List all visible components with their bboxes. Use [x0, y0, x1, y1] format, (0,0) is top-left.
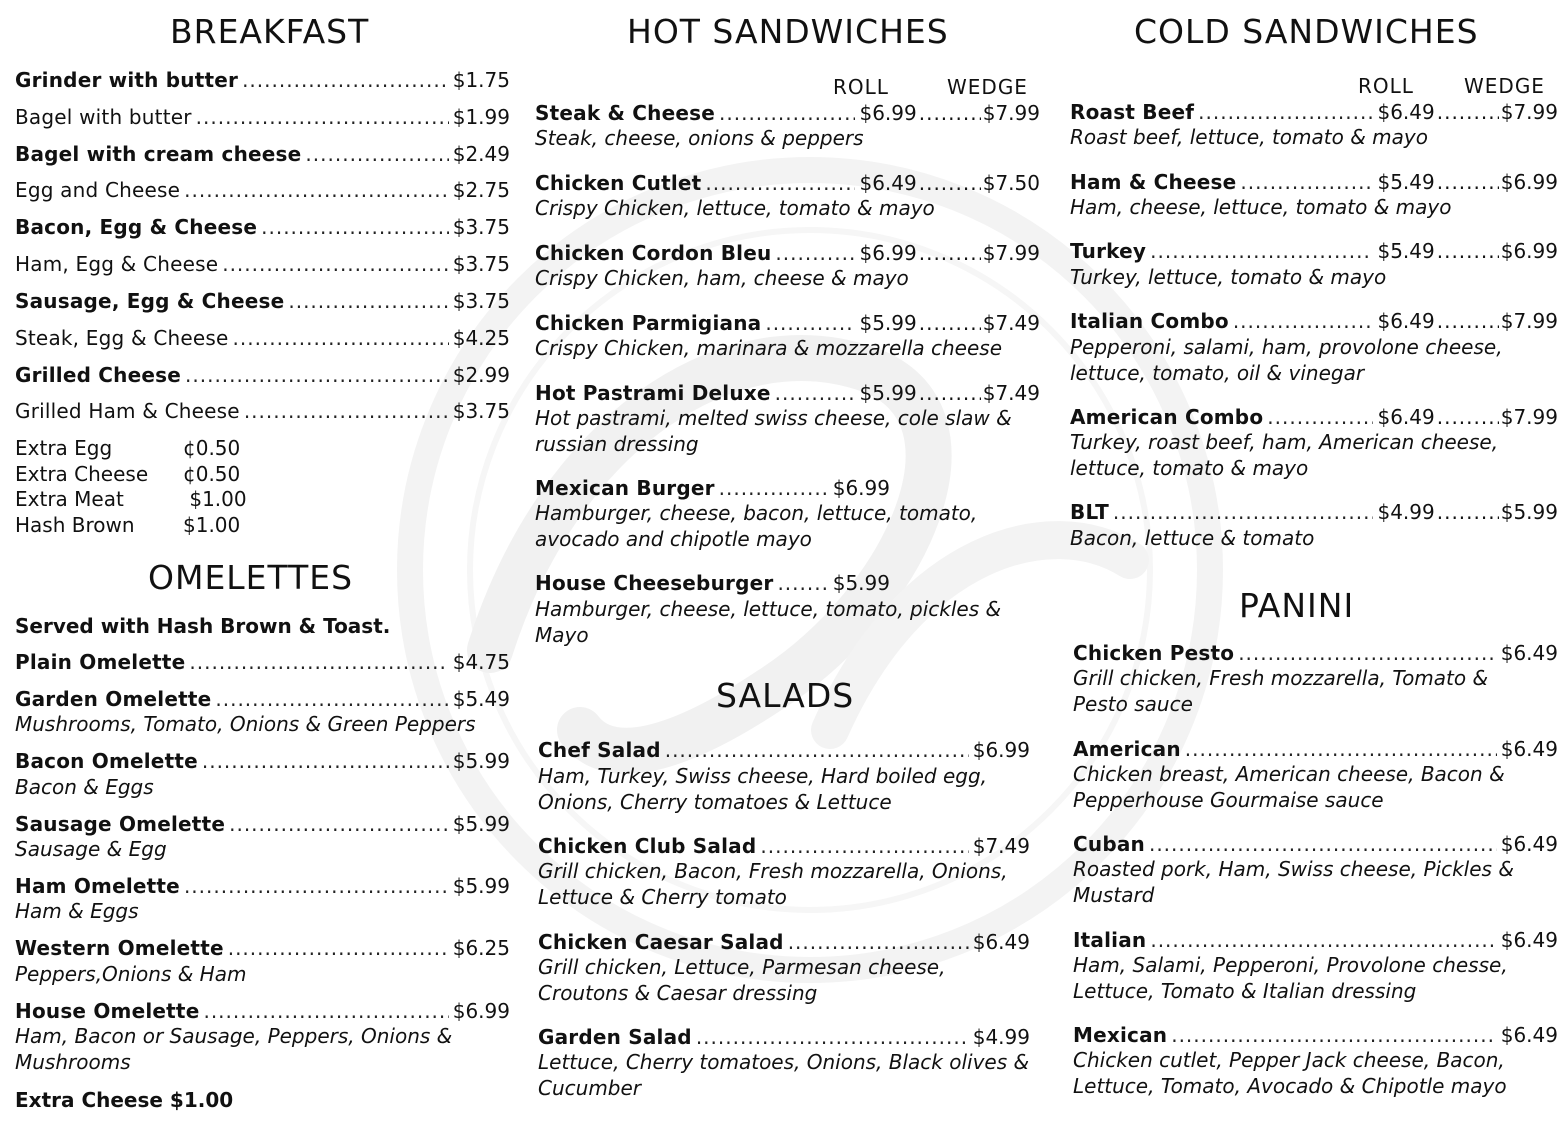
extra-item: Hash Brown $1.00 — [15, 512, 241, 537]
item-description: Ham, Turkey, Swiss cheese, Hard boiled egg, Onions, Cherry tomatoes & Lettuce — [538, 764, 988, 814]
menu-item: Western Omelette ..... $6.25 — [15, 936, 510, 960]
menu-item: Bagel with cream cheese ..... $2.49 — [15, 142, 510, 166]
menu-item: Roast Beef ..... $6.49 ..... $7.99 — [1070, 100, 1558, 124]
item-description: Chicken breast, American cheese, Bacon & Pepperhouse Gourmaise sauce — [1073, 762, 1505, 812]
item-description: Steak, cheese, onions & peppers — [535, 126, 864, 150]
salads-title: SALADS — [716, 676, 855, 715]
menu-item: Italian ..... $6.49 — [1073, 928, 1558, 952]
item-description: Bacon & Eggs — [15, 775, 154, 799]
menu-item: Garden Omelette ..... $5.49 — [15, 687, 510, 711]
item-description: Hot pastrami, melted swiss cheese, cole slaw & russian dressing — [535, 406, 1012, 456]
menu-item: BLT ..... $4.99 ..... $5.99 — [1070, 500, 1558, 524]
item-description: Peppers,Onions & Ham — [15, 962, 247, 986]
menu-item: Bagel with butter ..... $1.99 — [15, 105, 510, 129]
item-description: Crispy Chicken, ham, cheese & mayo — [535, 266, 909, 290]
menu-item: House Omelette ..... $6.99 — [15, 999, 510, 1023]
item-description: Turkey, roast beef, ham, American cheese, lettuce, tomato & mayo — [1070, 430, 1499, 480]
menu-item: Sausage, Egg & Cheese ..... $3.75 — [15, 289, 510, 313]
menu-item: Grinder with butter ..... $1.75 — [15, 68, 510, 92]
item-description: Pepperoni, salami, ham, provolone cheese, lettuce, tomato, oil & vinegar — [1070, 335, 1503, 385]
extra-item: Extra Meat $1.00 — [15, 487, 247, 511]
item-description: Ham, Bacon or Sausage, Peppers, Onions & Mushrooms — [15, 1024, 453, 1074]
wedge-header: WEDGE — [947, 75, 1028, 99]
item-description: Grill chicken, Lettuce, Parmesan cheese, Croutons & Caesar dressing — [538, 955, 946, 1005]
menu-item: Hot Pastrami Deluxe ..... $5.99 ..... $7.49 — [535, 381, 1040, 405]
item-description: Lettuce, Cherry tomatoes, Onions, Black olives & Cucumber — [538, 1050, 1030, 1100]
menu-item: Ham, Egg & Cheese ..... $3.75 — [15, 252, 510, 276]
menu-item: Italian Combo ..... $6.49 ..... $7.99 — [1070, 309, 1558, 333]
menu-item: Bacon, Egg & Cheese ..... $3.75 — [15, 215, 510, 239]
menu-item: Chicken Cutlet ..... $6.49 ..... $7.50 — [535, 171, 1040, 195]
menu-item: Mexican ..... $6.49 — [1073, 1023, 1558, 1047]
extra-item: Extra Egg ¢0.50 — [15, 436, 241, 460]
item-description: Crispy Chicken, lettuce, tomato & mayo — [535, 196, 935, 220]
menu-item: Mexican Burger ..... $6.99 — [535, 476, 890, 500]
breakfast-extras — [15, 436, 315, 538]
menu-item: Egg and Cheese ..... $2.75 — [15, 178, 510, 202]
menu-item: Ham & Cheese ..... $5.49 ..... $6.99 — [1070, 170, 1558, 194]
item-description: Turkey, lettuce, tomato & mayo — [1070, 265, 1387, 289]
menu-item: American ..... $6.49 — [1073, 737, 1558, 761]
roll-header: ROLL — [1358, 74, 1414, 98]
menu-item: Grilled Ham & Cheese ..... $3.75 — [15, 399, 510, 423]
menu-item: House Cheeseburger ..... $5.99 — [535, 571, 890, 595]
item-description: Roasted pork, Ham, Swiss cheese, Pickles & Mustard — [1073, 857, 1514, 907]
panini-title: PANINI — [1239, 586, 1355, 625]
menu-item: American Combo ..... $6.49 ..... $7.99 — [1070, 405, 1558, 429]
omelettes-note: Served with Hash Brown & Toast. — [15, 614, 391, 638]
menu-item: Chicken Cordon Bleu ..... $6.99 ..... $7.99 — [535, 241, 1040, 265]
menu-item: Sausage Omelette ..... $5.99 — [15, 812, 510, 836]
menu-item: Turkey ..... $5.49 ..... $6.99 — [1070, 239, 1558, 263]
hot-sandwiches-title: HOT SANDWICHES — [627, 12, 949, 51]
item-description: Hamburger, cheese, bacon, lettuce, tomato, avocado and chipotle mayo — [535, 501, 978, 551]
wedge-header: WEDGE — [1464, 74, 1545, 98]
item-description: Ham & Eggs — [15, 899, 139, 923]
item-description: Sausage & Egg — [15, 837, 167, 861]
menu-item: Chicken Caesar Salad ..... $6.49 — [538, 930, 1030, 954]
cold-sandwiches-title: COLD SANDWICHES — [1134, 12, 1479, 51]
menu-item: Cuban ..... $6.49 — [1073, 832, 1558, 856]
menu-item: Chicken Club Salad ..... $7.49 — [538, 834, 1030, 858]
menu-item: Chicken Parmigiana ..... $5.99 ..... $7.49 — [535, 311, 1040, 335]
menu-item: Garden Salad ..... $4.99 — [538, 1025, 1030, 1049]
item-description: Chicken cutlet, Pepper Jack cheese, Bacon, Lettuce, Tomato, Avocado & Chipotle mayo — [1073, 1048, 1507, 1098]
omelettes-title: OMELETTES — [148, 558, 354, 597]
item-description: Bacon, lettuce & tomato — [1070, 526, 1315, 550]
item-description: Ham, cheese, lettuce, tomato & mayo — [1070, 195, 1452, 219]
item-description: Roast beef, lettuce, tomato & mayo — [1070, 125, 1428, 149]
menu-item: Ham Omelette ..... $5.99 — [15, 874, 510, 898]
item-description: Crispy Chicken, marinara & mozzarella cheese — [535, 336, 1002, 360]
menu-item: Grilled Cheese ..... $2.99 — [15, 363, 510, 387]
extra-item: Extra Cheese ¢0.50 — [15, 461, 241, 486]
item-description: Grill chicken, Bacon, Fresh mozzarella, Onions, Lettuce & Cherry tomato — [538, 859, 1008, 909]
menu-item: Steak & Cheese ..... $6.99 ..... $7.99 — [535, 101, 1040, 125]
menu-item: Plain Omelette ..... $4.75 — [15, 650, 510, 674]
menu-item: Chicken Pesto ..... $6.49 — [1073, 641, 1558, 665]
menu-item: Steak, Egg & Cheese ..... $4.25 — [15, 326, 510, 350]
item-description: Hamburger, cheese, lettuce, tomato, pickles & Mayo — [535, 597, 1002, 647]
breakfast-title: BREAKFAST — [170, 12, 370, 51]
item-description: Mushrooms, Tomato, Onions & Green Peppers — [15, 712, 476, 736]
item-description: Grill chicken, Fresh mozzarella, Tomato & Pesto sauce — [1073, 666, 1489, 716]
omelettes-extra: Extra Cheese $1.00 — [15, 1088, 234, 1112]
item-description: Ham, Salami, Pepperoni, Provolone chesse, Lettuce, Tomato & Italian dressing — [1073, 953, 1508, 1003]
roll-header: ROLL — [833, 75, 889, 99]
menu-item: Bacon Omelette ..... $5.99 — [15, 749, 510, 773]
menu-item: Chef Salad ..... $6.99 — [538, 738, 1030, 762]
